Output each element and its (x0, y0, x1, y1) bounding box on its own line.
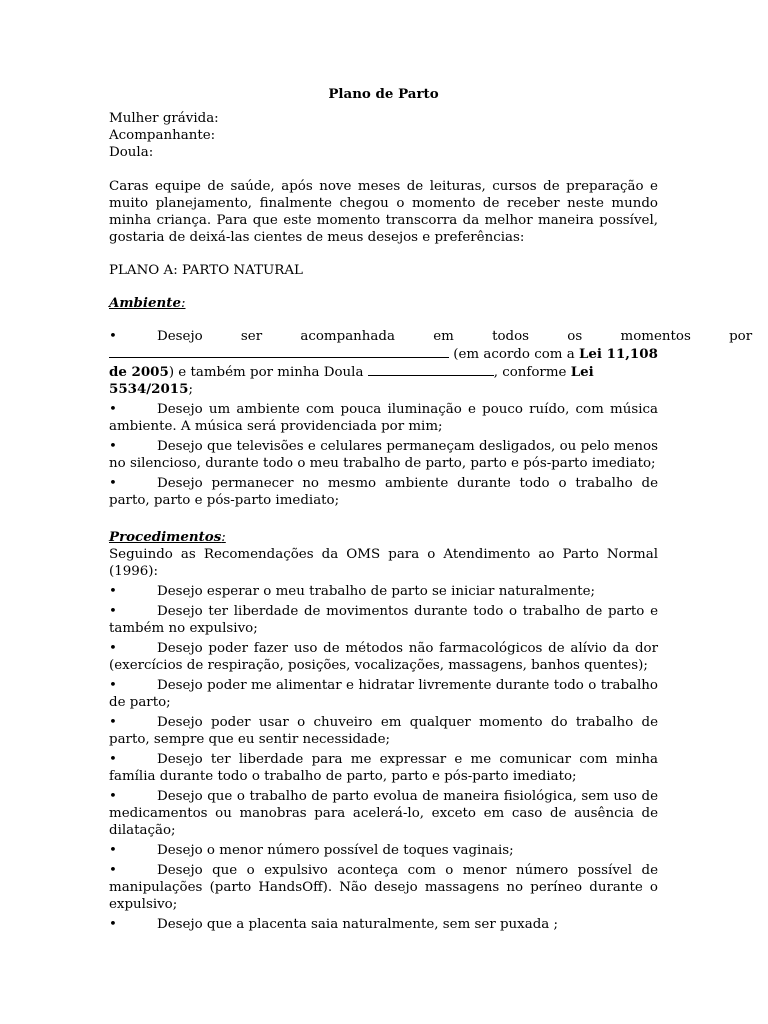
bullet-icon: • (109, 604, 117, 619)
list-item: • Desejo que o trabalho de parto evolua de maneira fisiológica, sem uso de medicamentos ou manobras para acelerá-lo, exceto em caso de ausência de dilatação; (109, 789, 658, 838)
list-item: • Desejo que televisões e celulares permaneçam desligados, ou pelo menos no silencioso, durante todo o meu trabalho de parto, parto e pós-parto imediato; (109, 439, 658, 471)
document-content (109, 86, 753, 933)
field-doula: Doula: (109, 145, 154, 160)
list-item: • Desejo ser acompanhada em todos os momentos por (em acordo com a Lei 11,108 de 2005) e também por minha Doula , conforme Lei 5534/2015; (109, 329, 753, 397)
list-item: • Desejo poder fazer uso de métodos não farmacológicos de alívio da dor (exercícios de respiração, posições, vocalizações, massagens, banhos quentes); (109, 641, 658, 673)
companion-blank (109, 345, 449, 358)
procedimentos-intro: Seguindo as Recomendações da OMS para o Atendimento ao Parto Normal (1996): (109, 547, 658, 579)
document-title: Plano de Parto (328, 86, 439, 102)
field-acompanhante: Acompanhante: (109, 128, 216, 143)
bullet-icon: • (109, 641, 117, 656)
bullet-icon: • (109, 863, 117, 878)
list-item: • Desejo poder usar o chuveiro em qualquer momento do trabalho de parto, sempre que eu sentir necessidade; (109, 715, 658, 747)
bullet-icon: • (109, 439, 117, 454)
bullet-icon: • (109, 917, 117, 932)
bullet-icon: • (109, 789, 117, 804)
list-item: • Desejo o menor número possível de toques vaginais; (109, 843, 514, 858)
list-item: • Desejo um ambiente com pouca iluminação e pouco ruído, com música ambiente. A música será providenciada por mim; (109, 402, 658, 434)
bullet-icon: • (109, 752, 117, 767)
section-heading-procedimentos: Procedimentos: (109, 529, 226, 545)
field-mulher-gravida: Mulher grávida: (109, 111, 219, 126)
list-item: • Desejo que o expulsivo aconteça com o menor número possível de manipulações (parto HandsOff). Não desejo massagens no períneo durante o expulsivo; (109, 863, 658, 912)
plan-heading: PLANO A: PARTO NATURAL (109, 263, 303, 278)
bullet-icon: • (109, 715, 117, 730)
bullet-icon: • (109, 329, 117, 344)
bullet-icon: • (109, 476, 117, 491)
list-item: • Desejo esperar o meu trabalho de parto se iniciar naturalmente; (109, 584, 596, 599)
bullet-icon: • (109, 402, 117, 417)
bullet-icon: • (109, 843, 117, 858)
list-item: • Desejo ter liberdade para me expressar e me comunicar com minha família durante todo o trabalho de parto, parto e pós-parto imediato; (109, 752, 658, 784)
list-item: • Desejo que a placenta saia naturalmente, sem ser puxada ; (109, 917, 559, 932)
bullet-icon: • (109, 678, 117, 693)
intro-paragraph: Caras equipe de saúde, após nove meses de leituras, cursos de preparação e muito planejamento, finalmente chegou o momento de receber neste mundo minha criança. Para que este momento transcorra da melhor maneira possível, gostaria de deixá-las cientes de meus desejos e preferências: (109, 179, 658, 245)
doula-blank (368, 363, 494, 376)
bullet-icon: • (109, 584, 117, 599)
list-item: • Desejo poder me alimentar e hidratar livremente durante todo o trabalho de parto; (109, 678, 658, 710)
section-heading-ambiente: Ambiente: (109, 295, 186, 311)
list-item: • Desejo permanecer no mesmo ambiente durante todo o trabalho de parto, parto e pós-parto imediato; (109, 476, 658, 508)
ambiente-list (109, 328, 753, 509)
procedimentos-list (109, 583, 658, 933)
first-bullet-line: Desejo ser acompanhada em todos os momentos por (157, 329, 753, 344)
list-item: • Desejo ter liberdade de movimentos durante todo o trabalho de parto e também no expulsivo; (109, 604, 658, 636)
